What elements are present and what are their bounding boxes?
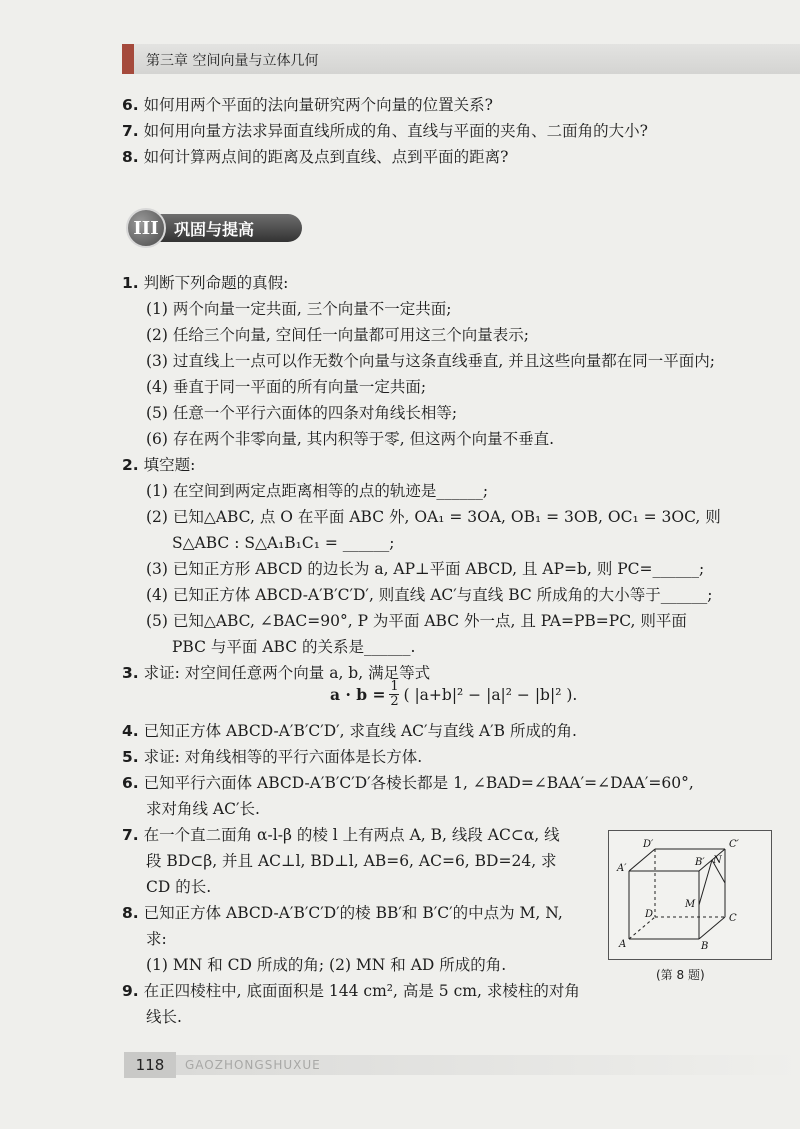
equation: a · b = $\frac{1}{2}$ ( |a+b|² − |a|² − |b|² ). <box>330 679 578 709</box>
section-numeral: III <box>126 208 166 248</box>
figure-caption: (第 8 题) <box>656 968 705 982</box>
fraction: $\frac{1}{2}$ <box>390 679 399 709</box>
sub-item: (1) 在空间到两定点距离相等的点的轨迹是______; <box>146 482 489 500</box>
problem-item: 4. 已知正方体 ABCD-A′B′C′D′, 求直线 AC′与直线 A′B 所成的角. <box>122 722 577 740</box>
page-number: 118 <box>124 1052 176 1078</box>
label-N: N <box>713 855 722 866</box>
cube-figure <box>608 830 772 960</box>
problem-item: 8. 已知正方体 ABCD-A′B′C′D′的棱 BB′和 B′C′的中点为 M, N, <box>122 904 563 922</box>
header-accent <box>122 44 134 74</box>
sub-item: 求对角线 AC′长. <box>146 800 260 818</box>
sub-item: CD 的长. <box>146 878 212 896</box>
sub-item: 线长. <box>146 1008 182 1026</box>
problem-list <box>122 270 721 686</box>
problem-item: 1. 判断下列命题的真假: <box>122 274 289 292</box>
label-Dp: D′ <box>643 839 654 850</box>
sub-item: 求: <box>146 930 167 948</box>
label-A: A <box>619 939 627 950</box>
sub-item: PBC 与平面 ABC 的关系是______. <box>172 638 416 656</box>
problem-item: 3. 求证: 对空间任意两个向量 a, b, 满足等式 <box>122 664 431 682</box>
sub-item: S△ABC : S△A₁B₁C₁ = ______; <box>172 534 395 552</box>
section-title: 巩固与提高 <box>156 214 302 242</box>
problem-item: 2. 填空题: <box>122 456 196 474</box>
review-question: 8. 如何计算两点间的距离及点到直线、点到平面的距离? <box>122 148 509 166</box>
sub-item: 段 BD⊂β, 并且 AC⊥l, BD⊥l, AB=6, AC=6, BD=24, 求 <box>146 852 557 870</box>
sub-item: (4) 垂直于同一平面的所有向量一定共面; <box>146 378 427 396</box>
review-question: 6. 如何用两个平面的法向量研究两个向量的位置关系? <box>122 96 493 114</box>
label-Cp: C′ <box>729 839 739 850</box>
problem-item: 9. 在正四棱柱中, 底面面积是 144 cm², 高是 5 cm, 求棱柱的对角 <box>122 982 580 1000</box>
review-question: 7. 如何用向量方法求异面直线所成的角、直线与平面的夹角、二面角的大小? <box>122 122 648 140</box>
sub-item: (1) 两个向量一定共面, 三个向量不一定共面; <box>146 300 452 318</box>
sub-item: (2) 已知△ABC, 点 O 在平面 ABC 外, OA₁ = 3OA, OB₁ = 3OB, OC₁ = 3OC, 则 <box>146 508 721 526</box>
sub-item: (3) 已知正方形 ABCD 的边长为 a, AP⊥平面 ABCD, 且 AP=b, 则 PC=______; <box>146 560 705 578</box>
cube-diagram <box>609 831 771 959</box>
label-C: C <box>729 913 737 924</box>
chapter-title: 第三章 空间向量与立体几何 <box>146 53 319 69</box>
label-D: D <box>645 909 654 920</box>
sub-item: (5) 任意一个平行六面体的四条对角线长相等; <box>146 404 458 422</box>
sub-item: (4) 已知正方体 ABCD-A′B′C′D′, 则直线 AC′与直线 BC 所成角的大小等于______; <box>146 586 713 604</box>
sub-item: (3) 过直线上一点可以作无数个向量与这条直线垂直, 并且这些向量都在同一平面内; <box>146 352 715 370</box>
sub-item: (5) 已知△ABC, ∠BAC=90°, P 为平面 ABC 外一点, 且 PA=PB=PC, 则平面 <box>146 612 687 630</box>
sub-item: (6) 存在两个非零向量, 其内积等于零, 但这两个向量不垂直. <box>146 430 555 448</box>
label-Bp: B′ <box>695 857 705 868</box>
label-M: M <box>685 899 696 910</box>
label-Ap: A′ <box>617 863 627 874</box>
footer-brand: GAOZHONGSHUXUE <box>185 1058 321 1072</box>
sub-item: (2) 任给三个向量, 空间任一向量都可用这三个向量表示; <box>146 326 529 344</box>
problem-item: 6. 已知平行六面体 ABCD-A′B′C′D′各棱长都是 1, ∠BAD=∠BAA′=∠DAA′=60°, <box>122 774 694 792</box>
problem-item: 7. 在一个直二面角 α-l-β 的棱 l 上有两点 A, B, 线段 AC⊂α, 线 <box>122 826 560 844</box>
sub-item: (1) MN 和 CD 所成的角; (2) MN 和 AD 所成的角. <box>146 956 507 974</box>
problem-item: 5. 求证: 对角线相等的平行六面体是长方体. <box>122 748 423 766</box>
label-B: B <box>701 941 709 952</box>
